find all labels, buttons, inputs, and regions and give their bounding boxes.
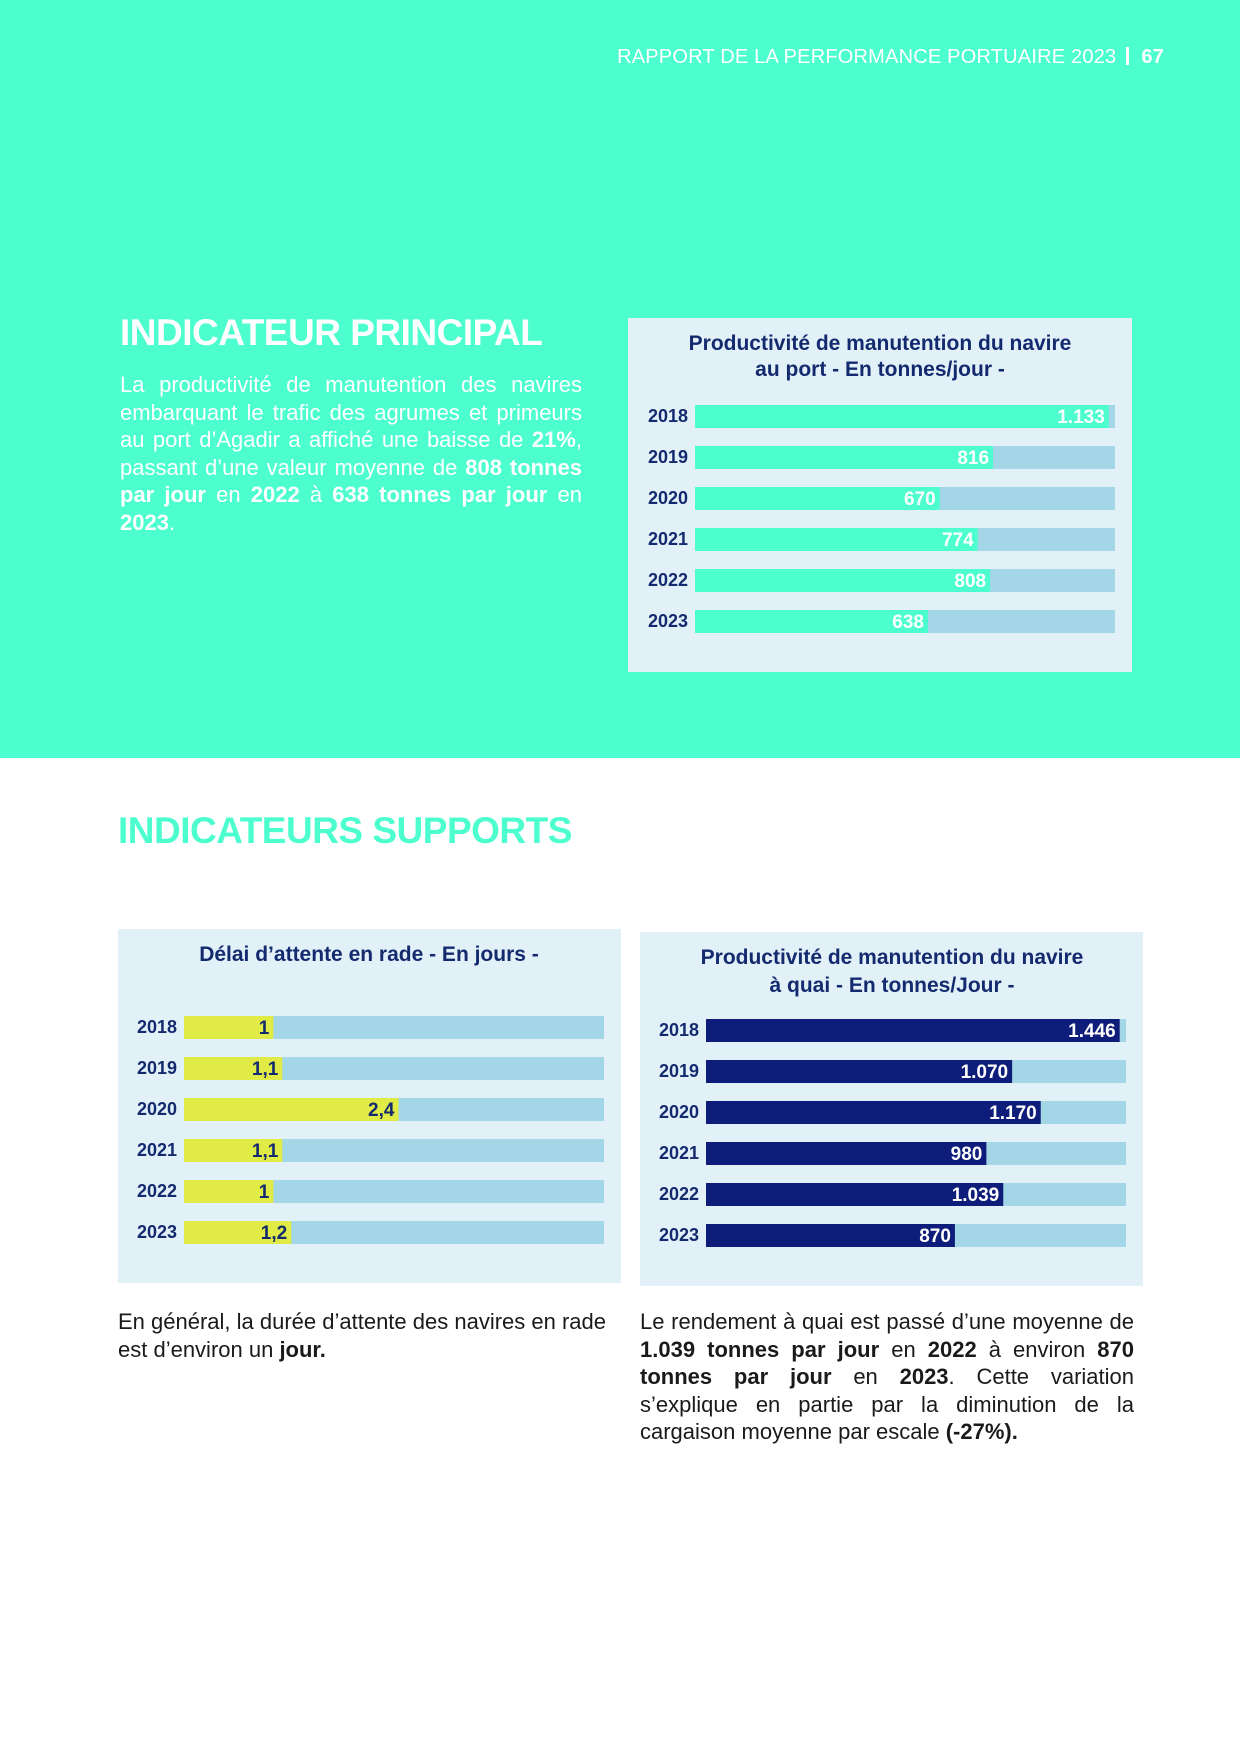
chart-card-port bbox=[628, 318, 1132, 672]
chart-quai bbox=[640, 932, 1143, 1286]
text-run: en bbox=[205, 482, 251, 507]
data-label: 1,1 bbox=[251, 1141, 279, 1162]
principal-paragraph bbox=[120, 371, 582, 536]
tick-label: 2019 bbox=[658, 1061, 699, 1081]
bar bbox=[695, 569, 990, 592]
data-label: 638 bbox=[892, 612, 925, 633]
heading-indicateur-principal: INDICATEUR PRINCIPAL bbox=[120, 312, 543, 353]
text-run: , passant d’une valeur moyenne de bbox=[120, 427, 582, 480]
text-run: 21% bbox=[531, 427, 576, 452]
page-number: 67 bbox=[1141, 46, 1164, 68]
tick-label: 2021 bbox=[136, 1140, 177, 1160]
tick-label: 2022 bbox=[136, 1181, 177, 1201]
data-label: 1.133 bbox=[1057, 407, 1105, 428]
bar bbox=[184, 1098, 398, 1121]
tick-label: 2021 bbox=[647, 529, 688, 549]
report-title: RAPPORT DE LA PERFORMANCE PORTUAIRE 2023 bbox=[617, 46, 1117, 68]
data-label: 1 bbox=[258, 1018, 270, 1039]
text-run: à environ bbox=[976, 1336, 1098, 1362]
data-label: 1.070 bbox=[960, 1062, 1009, 1083]
chart-title-line: au port - En tonnes/jour - bbox=[755, 358, 1005, 381]
data-label: 1,2 bbox=[260, 1223, 288, 1244]
heading-indicateurs-supports: INDICATEURS SUPPORTS bbox=[118, 810, 572, 851]
chart-port bbox=[628, 318, 1132, 672]
text-run: (-27%). bbox=[945, 1419, 1018, 1444]
text-run: en bbox=[879, 1336, 928, 1362]
text-run: 2023 bbox=[899, 1364, 949, 1389]
tick-label: 2018 bbox=[658, 1020, 699, 1040]
data-label: 1,1 bbox=[251, 1059, 279, 1080]
bar bbox=[695, 528, 978, 551]
tick-label: 2022 bbox=[647, 570, 688, 590]
data-label: 1 bbox=[258, 1182, 270, 1203]
data-label: 1.039 bbox=[951, 1185, 1000, 1206]
data-label: 870 bbox=[919, 1226, 951, 1247]
supports-right-paragraph bbox=[640, 1308, 1134, 1446]
text-run: à bbox=[299, 482, 333, 507]
tick-label: 2020 bbox=[647, 488, 688, 508]
text-run: 638 tonnes par jour bbox=[332, 482, 548, 507]
text-run: 808 tonnes par jour bbox=[120, 454, 582, 507]
chart-rade bbox=[118, 929, 621, 1283]
tick-label: 2020 bbox=[658, 1102, 699, 1122]
data-label: 774 bbox=[941, 530, 974, 551]
text-run: La productivité de manutention des navires embarquant le trafic des agrumes et primeurs au port d’Agadir a affiché une baisse de bbox=[120, 372, 582, 452]
tick-label: 2022 bbox=[658, 1184, 699, 1204]
data-label: 980 bbox=[950, 1144, 983, 1165]
tick-label: 2020 bbox=[136, 1099, 177, 1119]
data-label: 670 bbox=[903, 489, 936, 510]
bar bbox=[695, 405, 1109, 428]
text-run: 870 tonnes par jour bbox=[640, 1336, 1134, 1389]
tick-label: 2021 bbox=[658, 1143, 699, 1163]
chart-card-rade bbox=[118, 929, 621, 1283]
chart-title-line: Productivité de manutention du navire bbox=[688, 332, 1072, 355]
running-header bbox=[617, 46, 1164, 69]
chart-title-line: Productivité de manutention du navire bbox=[700, 946, 1084, 969]
text-run: en bbox=[831, 1364, 900, 1389]
data-label: 1.446 bbox=[1068, 1021, 1116, 1042]
header-separator bbox=[1126, 47, 1129, 65]
text-run: 2022 bbox=[927, 1336, 977, 1362]
tick-label: 2023 bbox=[647, 611, 688, 631]
supports-left-paragraph bbox=[118, 1308, 620, 1363]
tick-label: 2019 bbox=[647, 447, 688, 467]
chart-title-line: Délai d’attente en rade - En jours - bbox=[199, 943, 539, 966]
text-run: . bbox=[168, 509, 176, 535]
text-run: En général, la durée d’attente des navires en rade est d’environ un bbox=[118, 1309, 606, 1362]
chart-card-quai bbox=[640, 932, 1143, 1286]
text-run: 1.039 tonnes par jour bbox=[640, 1336, 880, 1362]
text-run: . Cette variation s’explique en partie par la diminution de la cargaison moyenne par escale bbox=[640, 1364, 1135, 1444]
tick-label: 2023 bbox=[136, 1222, 177, 1242]
tick-label: 2019 bbox=[136, 1058, 177, 1078]
text-run: 2023 bbox=[120, 509, 169, 535]
data-label: 816 bbox=[957, 448, 990, 469]
bar bbox=[706, 1142, 986, 1165]
data-label: 808 bbox=[954, 571, 987, 592]
bar bbox=[706, 1224, 955, 1247]
bar bbox=[706, 1019, 1120, 1042]
tick-label: 2023 bbox=[658, 1225, 699, 1245]
chart-title-line: à quai - En tonnes/Jour - bbox=[769, 974, 1015, 997]
bar bbox=[695, 446, 993, 469]
data-label: 2,4 bbox=[368, 1100, 395, 1121]
text-run: jour. bbox=[279, 1336, 326, 1362]
tick-label: 2018 bbox=[647, 406, 688, 426]
text-run: en bbox=[547, 482, 582, 507]
bar bbox=[695, 487, 940, 510]
tick-label: 2018 bbox=[136, 1017, 177, 1037]
data-label: 1.170 bbox=[989, 1103, 1037, 1124]
text-run: Le rendement à quai est passé d’une moyenne de bbox=[640, 1309, 1134, 1334]
text-run: 2022 bbox=[250, 482, 300, 507]
